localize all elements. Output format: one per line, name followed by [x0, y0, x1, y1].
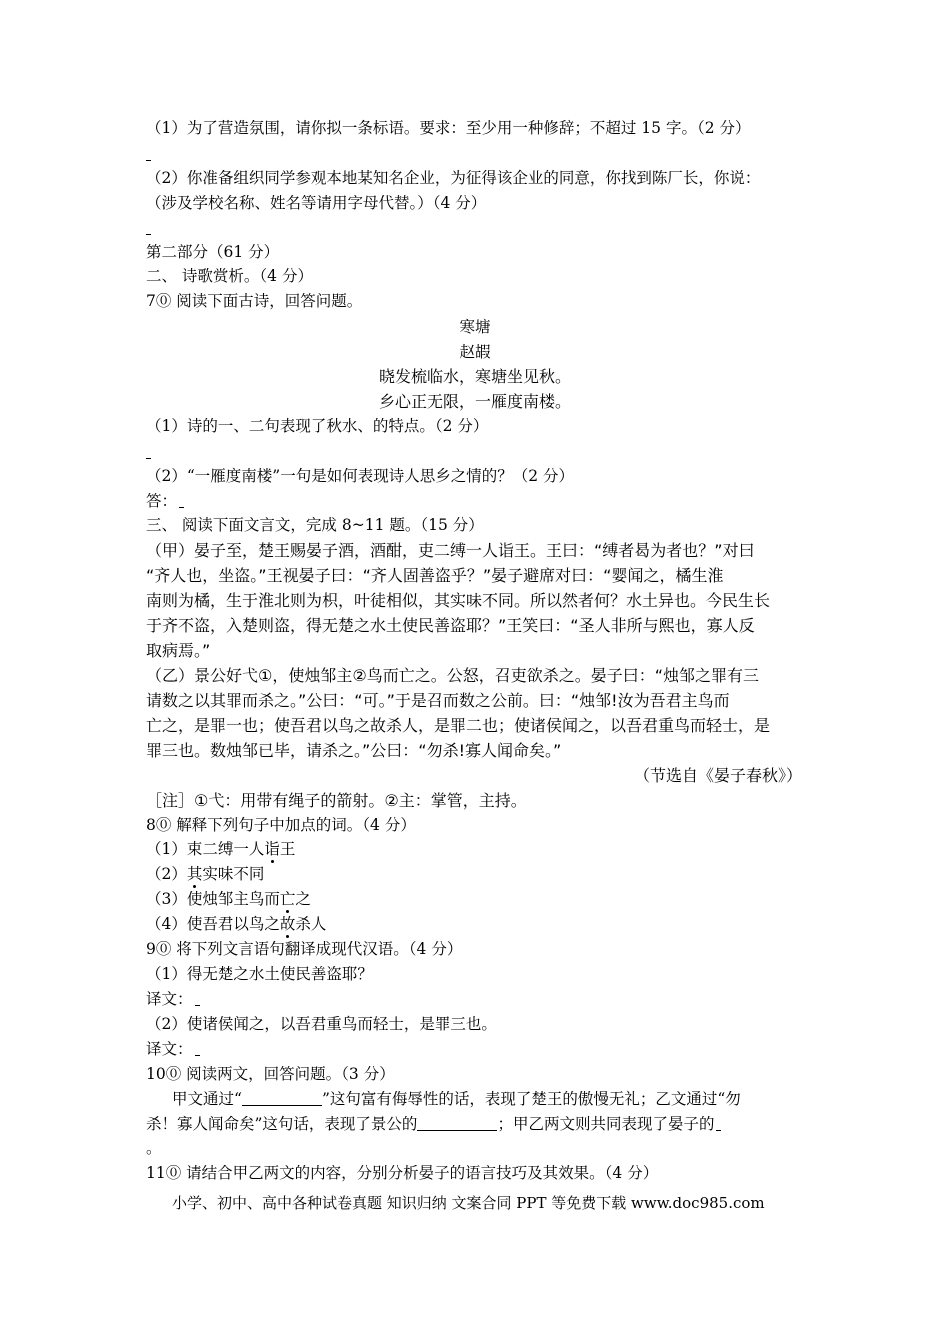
passage-jia-line: 取病焉。”	[146, 641, 211, 660]
passage-jia-line: 南则为橘，生于淮北则为枳，叶徒相似，其实味不同。所以然者何？水土异也。今民生长	[146, 591, 771, 610]
poem-author: 赵嘏	[459, 343, 491, 361]
q7-sub1: （1）诗的一、二句表现了秋水、的特点。（2 分）	[146, 417, 489, 435]
q8-item: （4）使吾君以鸟之故杀人	[146, 915, 327, 933]
q7-sub2: （2）“一雁度南楼”一句是如何表现诗人思乡之情的？（2 分）	[146, 467, 575, 485]
translation-label: 译文：	[146, 1040, 193, 1058]
passage-jia-line: 于齐不盗，入楚则盗，得无楚之水土使民善盗耶？”王笑曰：“圣人非所与熙也，寡人反	[146, 616, 755, 635]
passage-yi-line: 亡之，是罪一也；使吾君以鸟之故杀人，是罪二也；使诸侯闻之，以吾君重鸟而轻士，是	[146, 716, 771, 735]
q9-sub2: （2）使诸侯闻之，以吾君重鸟而轻士，是罪三也。	[146, 1015, 497, 1033]
fill-blank[interactable]	[242, 1089, 322, 1106]
passage-note: ［注］①弋：用带有绳子的箭射。②主：掌管，主持。	[146, 791, 527, 810]
section3-heading: 三、 阅读下面文言文，完成 8~11 题。（15 分）	[146, 516, 484, 534]
q9-heading: 9⓪ 将下列文言语句翻译成现代汉语。（4 分）	[146, 940, 463, 958]
passage-yi-line: 罪三也。数烛邹已毕，请杀之。”公曰：“勿杀!寡人闻命矣。”	[146, 741, 562, 760]
fill-blank[interactable]	[417, 1114, 497, 1131]
passage-jia-line: （甲）晏子至，楚王赐晏子酒，酒酣，吏二缚一人诣王。王曰：“缚者曷为者也？”对曰	[146, 541, 755, 560]
answer-blank[interactable]	[179, 495, 184, 508]
poem-title: 寒塘	[459, 318, 491, 336]
q7-heading: 7⓪ 阅读下面古诗，回答问题。	[146, 292, 363, 310]
q10-line-2: 杀！寡人闻命矣”这句话，表现了景公的 ；甲乙两文则共同表现了晏子的	[146, 1113, 721, 1135]
poem-line-2: 乡心正无限，一雁度南楼。	[378, 392, 571, 411]
passage-yi-line: （乙）景公好弋①，使烛邹主②鸟而亡之。公怒，召吏欲杀之。晏子曰：“烛邹之罪有三	[146, 666, 759, 685]
q6-sub2-line1: （2）你准备组织同学参观本地某知名企业，为征得该企业的同意，你找到陈厂长，你说：	[146, 169, 761, 187]
q6-sub2-line2: （涉及学校名称、姓名等请用字母代替。）（4 分）	[146, 194, 487, 212]
answer-mark	[146, 441, 151, 463]
q8-heading: 8⓪ 解释下列句子中加点的词。（4 分）	[146, 816, 416, 834]
q9-sub1: （1）得无楚之水土使民善盗耶？	[146, 965, 373, 983]
q10-heading: 10⓪ 阅读两文，回答问题。（3 分）	[146, 1065, 395, 1083]
page-footer: 小学、初中、高中各种试卷真题 知识归纳 文案合同 PPT 等免费下载 www.doc985.com	[172, 1194, 765, 1212]
q8-item: （1）束二缚一人诣王	[146, 840, 296, 858]
q7-answer	[146, 490, 184, 512]
q9-translation-1	[146, 988, 200, 1010]
passage-source: （节选自《晏子春秋》）	[633, 766, 802, 785]
fill-blank[interactable]	[716, 1118, 721, 1131]
q10-line-1: 甲文通过“ ”这句富有侮辱性的话，表现了楚王的傲慢无礼；乙文通过“勿	[172, 1090, 741, 1108]
passage-jia-line: “齐人也，坐盗。”王视晏子曰：“齐人固善盗乎？”晏子避席对曰：“婴闻之，橘生淮	[146, 566, 724, 585]
q8-item: （2）其实味不同	[146, 865, 265, 883]
answer-mark	[146, 217, 151, 239]
q6-sub1: （1）为了营造氛围，请你拟一条标语。要求：至少用一种修辞；不超过 15 字。（2 分）	[146, 119, 751, 137]
q11-heading: 11⓪ 请结合甲乙两文的内容，分别分析晏子的语言技巧及其效果。（4 分）	[146, 1164, 659, 1182]
passage-yi-line: 请数之以其罪而杀之。”公曰：“可。”于是召而数之公前。曰：“烛邹!汝为吾君主鸟而	[146, 691, 730, 710]
part2-title: 第二部分（61 分）	[146, 243, 280, 261]
answer-blank[interactable]	[195, 1043, 200, 1056]
translation-label: 译文：	[146, 990, 193, 1008]
poem-line-1: 晓发梳临水，寒塘坐见秋。	[378, 367, 571, 386]
section2-heading: 二、 诗歌赏析。（4 分）	[146, 267, 313, 285]
q9-translation-2	[146, 1038, 200, 1060]
q10-line-3: 。	[146, 1139, 162, 1157]
answer-label: 答：	[146, 492, 178, 510]
q8-item: （3）使烛邹主鸟而亡之	[146, 890, 311, 908]
answer-blank[interactable]	[195, 993, 200, 1006]
answer-mark	[146, 143, 151, 165]
